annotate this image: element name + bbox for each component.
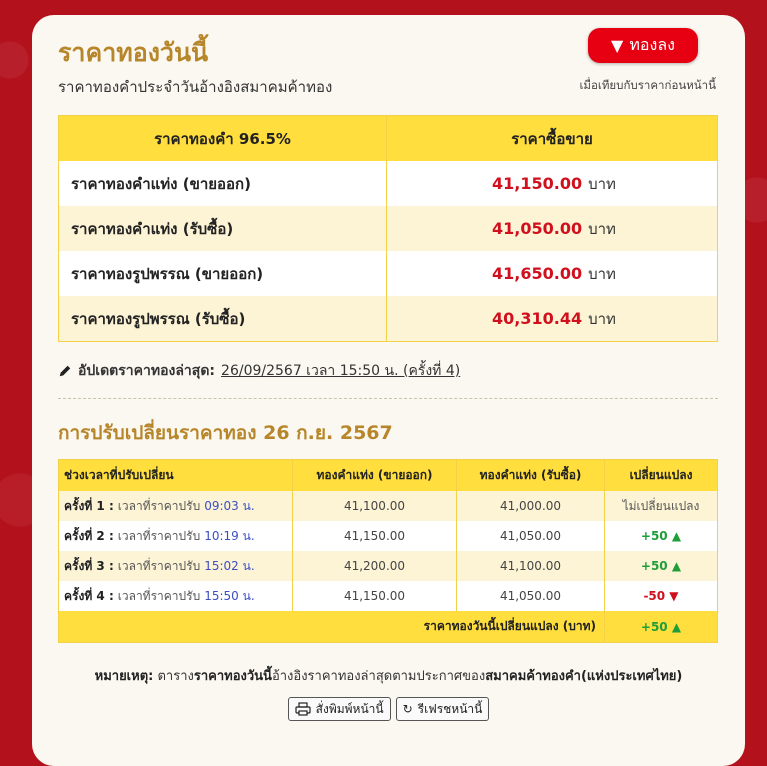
history-title: การปรับเปลี่ยนราคาทอง 26 ก.ย. 2567 bbox=[58, 422, 393, 444]
buy-price: 41,050.00 bbox=[457, 581, 605, 611]
round-text: เวลาที่ราคาปรับ bbox=[117, 588, 201, 603]
last-update-line bbox=[58, 360, 460, 382]
price-value: 41,150.00 bbox=[492, 174, 583, 193]
change-value: ไม่เปลี่ยนแปลง bbox=[622, 498, 700, 513]
sell-price: 41,150.00 bbox=[293, 581, 457, 611]
pencil-icon bbox=[58, 364, 72, 378]
round-text: เวลาที่ราคาปรับ bbox=[117, 558, 201, 573]
history-col-time: ช่วงเวลาที่ปรับเปลี่ยน bbox=[59, 460, 293, 491]
round-label: ครั้งที่ 2 : bbox=[64, 528, 114, 543]
refresh-label: รีเฟรชหน้านี้ bbox=[417, 701, 483, 716]
table-row bbox=[59, 581, 717, 611]
price-table bbox=[58, 115, 718, 342]
last-update-label: อัปเดตราคาทองล่าสุด: bbox=[78, 363, 216, 379]
sell-price: 41,150.00 bbox=[293, 521, 457, 551]
currency-label: บาท bbox=[588, 174, 616, 193]
price-value: 40,310.44 bbox=[492, 309, 583, 328]
trend-note: เมื่อเทียบกับราคาก่อนหน้านี้ bbox=[579, 78, 716, 92]
currency-label: บาท bbox=[588, 264, 616, 283]
buy-price: 41,100.00 bbox=[457, 551, 605, 581]
price-value: 41,650.00 bbox=[492, 264, 583, 283]
table-row bbox=[59, 206, 717, 251]
gold-price-card bbox=[32, 15, 745, 766]
price-table-header bbox=[59, 116, 717, 161]
price-value: 41,050.00 bbox=[492, 219, 583, 238]
history-header bbox=[59, 460, 717, 491]
price-history-table bbox=[58, 459, 718, 643]
note-bold-1: ราคาทองวันนี้ bbox=[193, 669, 272, 684]
change-value: +50 ▲ bbox=[640, 529, 682, 543]
sell-price: 41,200.00 bbox=[293, 551, 457, 581]
printer-icon bbox=[295, 702, 311, 716]
footnote bbox=[32, 665, 745, 686]
sell-price: 41,100.00 bbox=[293, 491, 457, 521]
note-text-2: อ้างอิงราคาทองล่าสุดตามประกาศของ bbox=[271, 669, 486, 684]
history-total-row bbox=[59, 611, 717, 642]
price-row-label: ราคาทองรูปพรรณ (ขายออก) bbox=[59, 251, 387, 296]
round-time: 15:02 น. bbox=[204, 558, 255, 573]
action-buttons bbox=[32, 697, 745, 721]
currency-label: บาท bbox=[588, 219, 616, 238]
buy-price: 41,000.00 bbox=[457, 491, 605, 521]
total-change-value: +50 ▲ bbox=[640, 619, 682, 634]
divider bbox=[58, 398, 718, 399]
total-change-label: ราคาทองวันนี้เปลี่ยนแปลง (บาท) bbox=[59, 611, 605, 642]
currency-label: บาท bbox=[588, 309, 616, 328]
round-time: 09:03 น. bbox=[204, 498, 255, 513]
history-col-buy: ทองคำแท่ง (รับซื้อ) bbox=[457, 460, 605, 491]
price-row-label: ราคาทองคำแท่ง (รับซื้อ) bbox=[59, 206, 387, 251]
refresh-icon: ↻ bbox=[402, 702, 413, 716]
table-row bbox=[59, 161, 717, 206]
refresh-button[interactable] bbox=[396, 697, 490, 721]
note-prefix: หมายเหตุ: bbox=[94, 669, 154, 684]
change-value: +50 ▲ bbox=[640, 559, 682, 573]
price-row-label: ราคาทองรูปพรรณ (รับซื้อ) bbox=[59, 296, 387, 341]
price-col-header-price: ราคาซื้อขาย bbox=[511, 129, 593, 148]
note-text-1: ตาราง bbox=[153, 669, 194, 684]
round-label: ครั้งที่ 1 : bbox=[64, 498, 114, 513]
note-bold-2: สมาคมค้าทองคำ(แห่งประเทศไทย) bbox=[485, 669, 683, 684]
table-row bbox=[59, 521, 717, 551]
down-triangle-icon: ▼ bbox=[611, 36, 624, 55]
price-row-label: ราคาทองคำแท่ง (ขายออก) bbox=[59, 161, 387, 206]
round-text: เวลาที่ราคาปรับ bbox=[117, 498, 201, 513]
history-col-sell: ทองคำแท่ง (ขายออก) bbox=[293, 460, 457, 491]
table-row bbox=[59, 296, 717, 341]
round-label: ครั้งที่ 3 : bbox=[64, 558, 114, 573]
round-text: เวลาที่ราคาปรับ bbox=[117, 528, 201, 543]
table-row bbox=[59, 491, 717, 521]
table-row bbox=[59, 551, 717, 581]
print-label: สั่งพิมพ์หน้านี้ bbox=[315, 701, 384, 716]
round-time: 10:19 น. bbox=[204, 528, 255, 543]
page-subtitle: ราคาทองคำประจำวันอ้างอิงสมาคมค้าทอง bbox=[58, 78, 333, 96]
page-title: ราคาทองวันนี้ bbox=[58, 38, 209, 67]
price-col-header-type: ราคาทองคำ 96.5% bbox=[59, 116, 387, 161]
change-value: -50 ▼ bbox=[643, 589, 679, 603]
round-time: 15:50 น. bbox=[204, 588, 255, 603]
last-update-link[interactable]: 26/09/2567 เวลา 15:50 น. (ครั้งที่ 4) bbox=[221, 363, 461, 379]
table-row bbox=[59, 251, 717, 296]
print-button[interactable] bbox=[288, 697, 391, 721]
history-col-change: เปลี่ยนแปลง bbox=[629, 468, 693, 482]
trend-label: ทองลง bbox=[629, 35, 675, 54]
trend-down-button[interactable] bbox=[588, 28, 698, 63]
buy-price: 41,050.00 bbox=[457, 521, 605, 551]
round-label: ครั้งที่ 4 : bbox=[64, 588, 114, 603]
